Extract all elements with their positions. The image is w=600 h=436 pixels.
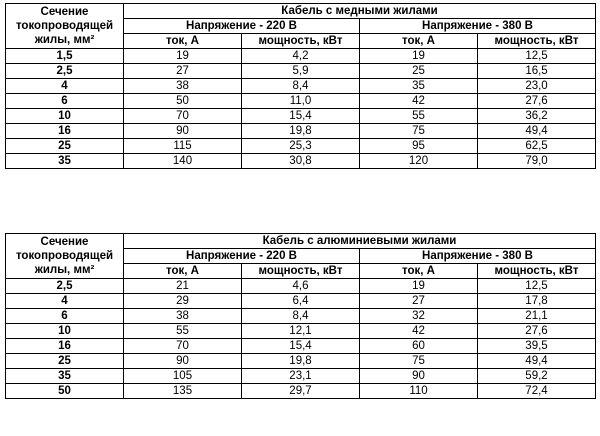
table-row xyxy=(6,49,596,64)
table-row xyxy=(6,384,596,399)
power-380-cell: 39,5 xyxy=(478,339,596,354)
section-header-line-3: жилы, мм² xyxy=(34,264,95,276)
power-220-cell: 6,4 xyxy=(242,294,360,309)
table-row xyxy=(6,94,596,109)
current-220-cell: 38 xyxy=(124,79,242,94)
section-cell: 1,5 xyxy=(6,49,124,64)
section-header-line-2: токопроводящей xyxy=(15,20,114,32)
power-380-cell: 17,8 xyxy=(478,294,596,309)
table-row xyxy=(6,294,596,309)
power-220-cell: 15,4 xyxy=(242,339,360,354)
section-cell: 35 xyxy=(6,369,124,384)
current-220-cell: 27 xyxy=(124,64,242,79)
current-380-cell: 25 xyxy=(360,64,478,79)
power-380-cell: 49,4 xyxy=(478,354,596,369)
section-cell: 16 xyxy=(6,124,124,139)
voltage-220-header: Напряжение - 220 В xyxy=(124,19,360,34)
current-380-cell: 75 xyxy=(360,124,478,139)
section-cell: 4 xyxy=(6,79,124,94)
table-row xyxy=(6,309,596,324)
current-380-cell: 35 xyxy=(360,79,478,94)
voltage-220-header: Напряжение - 220 В xyxy=(124,249,360,264)
table-row xyxy=(6,79,596,94)
power-header-220: мощность, кВт xyxy=(242,34,360,49)
current-220-cell: 90 xyxy=(124,354,242,369)
current-header-380: ток, А xyxy=(360,34,478,49)
current-220-cell: 90 xyxy=(124,124,242,139)
current-380-cell: 75 xyxy=(360,354,478,369)
power-380-cell: 12,5 xyxy=(478,279,596,294)
table-row xyxy=(6,369,596,384)
header-row-title xyxy=(6,234,596,249)
section-cell: 25 xyxy=(6,354,124,369)
power-380-cell: 36,2 xyxy=(478,109,596,124)
current-380-cell: 110 xyxy=(360,384,478,399)
section-cell: 2,5 xyxy=(6,64,124,79)
table-row xyxy=(6,64,596,79)
current-380-cell: 19 xyxy=(360,49,478,64)
section-cell: 35 xyxy=(6,154,124,169)
section-header-line-1: Сечение xyxy=(40,236,89,248)
power-380-cell: 16,5 xyxy=(478,64,596,79)
table-row xyxy=(6,354,596,369)
power-220-cell: 8,4 xyxy=(242,309,360,324)
power-380-cell: 62,5 xyxy=(478,139,596,154)
section-cell: 25 xyxy=(6,139,124,154)
current-header-380: ток, А xyxy=(360,264,478,279)
power-220-cell: 15,4 xyxy=(242,109,360,124)
copper-cable-table xyxy=(5,3,596,169)
power-220-cell: 12,1 xyxy=(242,324,360,339)
power-220-cell: 5,9 xyxy=(242,64,360,79)
power-380-cell: 79,0 xyxy=(478,154,596,169)
power-380-cell: 49,4 xyxy=(478,124,596,139)
power-220-cell: 25,3 xyxy=(242,139,360,154)
section-header-line-1: Сечение xyxy=(40,6,89,18)
current-220-cell: 70 xyxy=(124,109,242,124)
voltage-380-header: Напряжение - 380 В xyxy=(360,249,596,264)
section-cell: 6 xyxy=(6,94,124,109)
section-header xyxy=(6,4,124,49)
power-380-cell: 27,6 xyxy=(478,94,596,109)
table-row xyxy=(6,109,596,124)
current-220-cell: 135 xyxy=(124,384,242,399)
voltage-380-header: Напряжение - 380 В xyxy=(360,19,596,34)
current-380-cell: 55 xyxy=(360,109,478,124)
power-380-cell: 27,6 xyxy=(478,324,596,339)
current-380-cell: 120 xyxy=(360,154,478,169)
current-380-cell: 60 xyxy=(360,339,478,354)
current-header-220: ток, А xyxy=(124,34,242,49)
power-380-cell: 59,2 xyxy=(478,369,596,384)
power-header-380: мощность, кВт xyxy=(478,264,596,279)
table-row xyxy=(6,124,596,139)
table-row xyxy=(6,324,596,339)
power-220-cell: 8,4 xyxy=(242,79,360,94)
current-header-220: ток, А xyxy=(124,264,242,279)
table-row xyxy=(6,279,596,294)
current-220-cell: 55 xyxy=(124,324,242,339)
section-cell: 6 xyxy=(6,309,124,324)
cable-title: Кабель с медными жилами xyxy=(124,4,596,19)
power-header-380: мощность, кВт xyxy=(478,34,596,49)
current-220-cell: 50 xyxy=(124,94,242,109)
current-380-cell: 19 xyxy=(360,279,478,294)
section-cell: 4 xyxy=(6,294,124,309)
current-220-cell: 38 xyxy=(124,309,242,324)
current-380-cell: 42 xyxy=(360,324,478,339)
current-220-cell: 29 xyxy=(124,294,242,309)
power-220-cell: 4,6 xyxy=(242,279,360,294)
aluminum-table-body xyxy=(6,279,596,399)
section-cell: 10 xyxy=(6,324,124,339)
power-380-cell: 72,4 xyxy=(478,384,596,399)
section-header-line-3: жилы, мм² xyxy=(34,34,95,46)
current-380-cell: 90 xyxy=(360,369,478,384)
current-380-cell: 32 xyxy=(360,309,478,324)
power-220-cell: 29,7 xyxy=(242,384,360,399)
cable-title: Кабель с алюминиевыми жилами xyxy=(124,234,596,249)
section-cell: 10 xyxy=(6,109,124,124)
power-220-cell: 19,8 xyxy=(242,124,360,139)
section-cell: 50 xyxy=(6,384,124,399)
section-header-line-2: токопроводящей xyxy=(15,250,114,262)
power-220-cell: 23,1 xyxy=(242,369,360,384)
table-row xyxy=(6,339,596,354)
power-header-220: мощность, кВт xyxy=(242,264,360,279)
power-380-cell: 12,5 xyxy=(478,49,596,64)
current-220-cell: 21 xyxy=(124,279,242,294)
power-380-cell: 21,1 xyxy=(478,309,596,324)
section-cell: 2,5 xyxy=(6,279,124,294)
current-220-cell: 19 xyxy=(124,49,242,64)
power-220-cell: 30,8 xyxy=(242,154,360,169)
current-380-cell: 27 xyxy=(360,294,478,309)
aluminum-cable-table xyxy=(5,233,596,399)
section-cell: 16 xyxy=(6,339,124,354)
power-220-cell: 4,2 xyxy=(242,49,360,64)
current-220-cell: 140 xyxy=(124,154,242,169)
current-220-cell: 115 xyxy=(124,139,242,154)
copper-table-body xyxy=(6,49,596,169)
current-380-cell: 95 xyxy=(360,139,478,154)
current-380-cell: 42 xyxy=(360,94,478,109)
current-220-cell: 105 xyxy=(124,369,242,384)
power-220-cell: 11,0 xyxy=(242,94,360,109)
section-header xyxy=(6,234,124,279)
power-380-cell: 23,0 xyxy=(478,79,596,94)
table-row xyxy=(6,154,596,169)
header-row-title xyxy=(6,4,596,19)
current-220-cell: 70 xyxy=(124,339,242,354)
power-220-cell: 19,8 xyxy=(242,354,360,369)
table-row xyxy=(6,139,596,154)
